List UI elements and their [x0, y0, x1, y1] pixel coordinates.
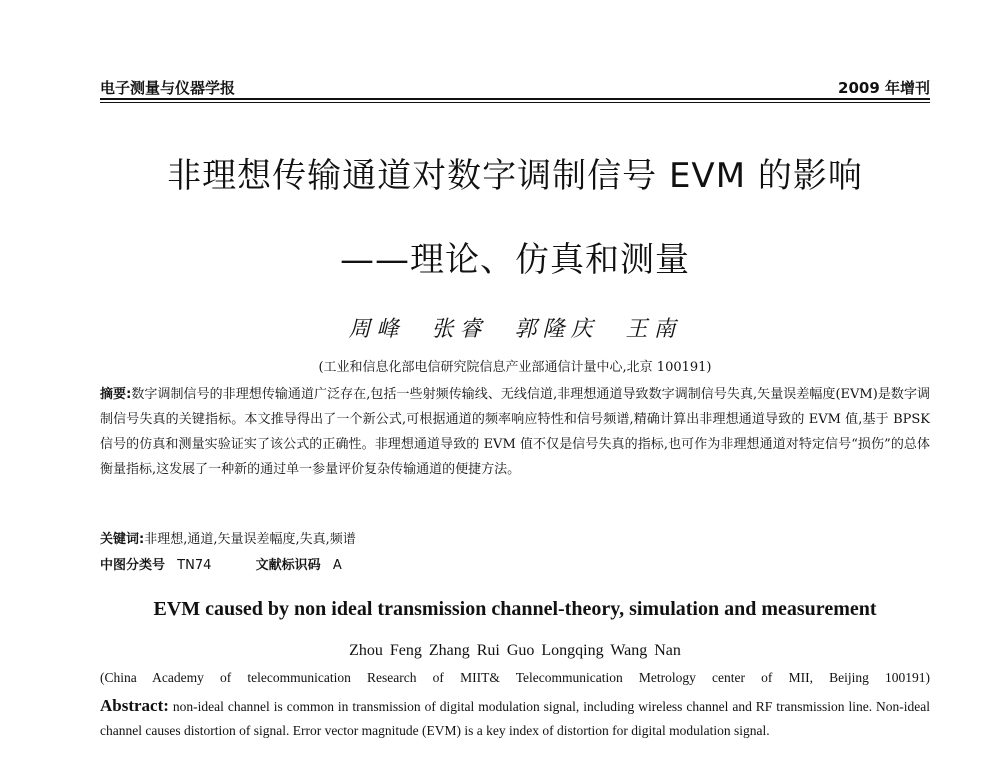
- doc-code-label: 文献标识码: [255, 558, 321, 573]
- classification-line: [100, 556, 930, 576]
- paper-title-english: EVM caused by non ideal transmission channel-theory, simulation and measurement: [153, 598, 877, 620]
- authors-english: Zhou Feng Zhang Rui Guo Longqing Wang Nan: [349, 642, 681, 659]
- paper-subtitle: ——理论、仿真和测量: [340, 240, 690, 280]
- abstract-chinese-label: 摘要:: [100, 387, 132, 402]
- header-rule-thick: [100, 98, 930, 100]
- abstract-chinese: [100, 382, 930, 482]
- doc-code-value: A: [332, 558, 342, 573]
- paper-title: 非理想传输通道对数字调制信号 EVM 的影响: [167, 156, 863, 196]
- keywords-chinese: [100, 530, 930, 550]
- header-rule-thin: [100, 102, 930, 103]
- abstract-chinese-text: 数字调制信号的非理想传输通道广泛存在,包括一些射频传输线、无线信道,非理想通道导致数字调制信号失真,矢量误差幅度(EVM)是数字调制信号失真的关键指标。本文推导得出了一个新公式,可根据通道的频率响应特性和信号频谱,精确计算出非理想通道导致的 EVM 值,基于 BPSK 信号的仿真和测量实验证实了该公式的正确性。非理想通道导致的 EVM 值不仅是信号失真的指标,也可作为非理想通道对特定信号“损伤”的总体衡量指标,这发展了一种新的通过单一参量评价复杂传输通道的便捷方法。: [100, 387, 930, 477]
- affiliation-english: (China Academy of telecommunication Research of MIIT& Telecommunication Metrology center of MII, Beijing 100191): [100, 670, 930, 685]
- running-head: [100, 72, 930, 98]
- keywords-text: 非理想,通道,矢量误差幅度,失真,频谱: [144, 532, 356, 547]
- issue-label: 2009 年增刊: [838, 79, 930, 97]
- clc-label: 中图分类号: [100, 558, 166, 573]
- journal-name: 电子测量与仪器学报: [100, 79, 236, 97]
- keywords-label: 关键词:: [100, 532, 145, 547]
- abstract-english-label: Abstract:: [100, 696, 169, 715]
- affiliation-chinese: (工业和信息化部电信研究院信息产业部通信计量中心,北京 100191): [318, 360, 712, 375]
- abstract-english: [100, 694, 930, 743]
- abstract-english-text: non-ideal channel is common in transmission of digital modulation signal, including wireless channel and RF transmission line. Non-ideal channel causes distortion of signal. Error vector magnitude (EVM) is a key index of distortion for digital modulation signal.: [100, 699, 931, 738]
- authors-chinese: 周峰 张睿 郭隆庆 王南: [348, 317, 682, 342]
- clc-value: TN74: [177, 558, 212, 573]
